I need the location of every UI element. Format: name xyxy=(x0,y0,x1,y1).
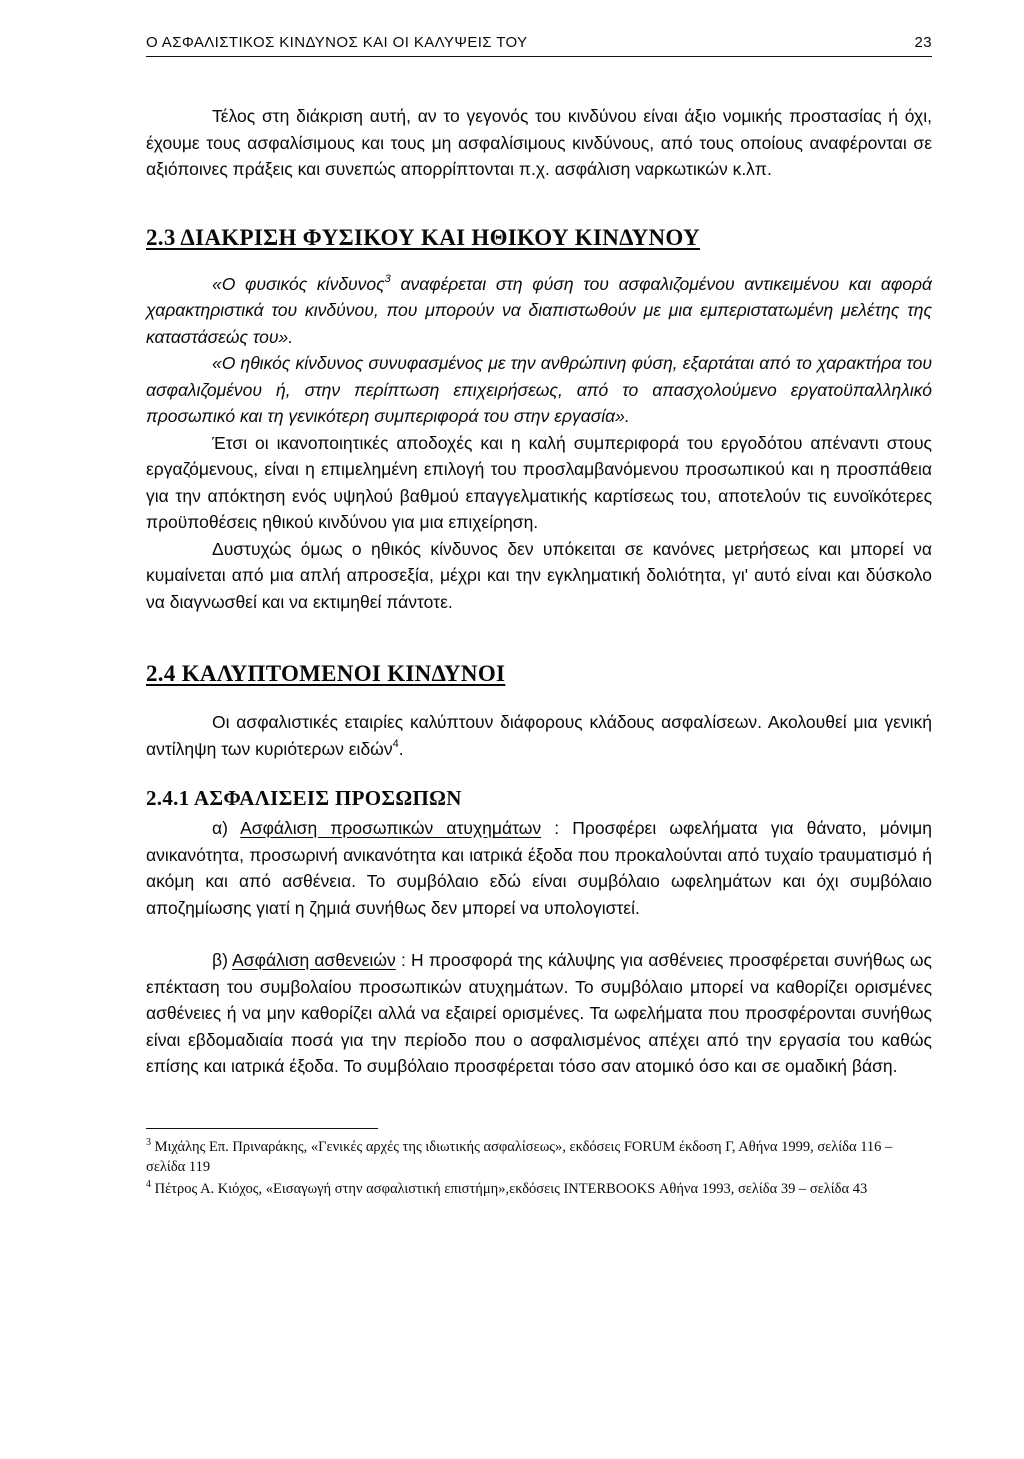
running-header xyxy=(146,34,932,57)
section-2-4-1-heading: 2.4.1 ΑΣΦΑΛΙΣΕΙΣ ΠΡΟΣΩΠΩΝ xyxy=(146,786,462,810)
footnote-3 xyxy=(146,1137,932,1177)
item-b-text: : Η προσφορά της κάλυψης για ασθένειες προσφέρεται συνήθως ως επέκταση του συμβολαίου προσωπικών ατυχημάτων. Το συμβόλαιο μπορεί να καθορίζει ορισμένες ασθένειες ή να μην καθορίζει αλλά να εξαιρεί ορισμένες. Τα ωφελήματα που προσφέρονται συνήθως είναι εβδομαδιαία ποσά για την περίοδο που ο ασφαλισμένος απέχει από την εργασία του καθώς επίσης και ιατρικά έξοδα. Το συμβόλαιο προσφέρεται τόσο σαν ατομικό όσο και σε ομαδική βάση. xyxy=(146,950,932,1076)
section-2-4-paragraph xyxy=(146,709,932,762)
quote-physical-start: «Ο φυσικός κίνδυνος xyxy=(212,273,385,294)
section-2-3-quote-physical xyxy=(146,271,932,351)
item-a-term: Ασφάλιση προσωπικών ατυχημάτων xyxy=(240,818,542,838)
footnote-separator xyxy=(146,1128,378,1129)
footnote-4-number: 4 xyxy=(146,1178,151,1190)
footnote-4 xyxy=(146,1179,932,1199)
footnote-4-text: Πέτρος Α. Κιόχος, «Εισαγωγή στην ασφαλιστική επιστήμη»,εκδόσεις INTERBOOKS Αθήνα 1993, σελίδα 39 – σελίδα 43 xyxy=(151,1180,868,1197)
quote-physical-rest: αναφέρεται στη φύση του ασφαλιζομένου αντικειμένου και αφορά χαρακτηριστικά του κινδύνου, που μπορούν να διαπιστωθούν με μια εμπεριστατωμένη μελέτης της καταστάσεώς του». xyxy=(146,273,932,347)
intro-paragraph: Τέλος στη διάκριση αυτή, αν το γεγονός του κινδύνου είναι άξιο νομικής προστασίας ή όχι, έχουμε τους ασφαλίσιμους και τους μη ασφαλίσιμους κινδύνους, από τους οποίους αναφέρονται σε αξιόποινες πράξεις και συνεπώς απορρίπτονται π.χ. ασφάλιση ναρκωτικών κ.λπ. xyxy=(146,106,932,179)
document-page xyxy=(146,34,932,1199)
running-header-title: Ο ΑΣΦΑΛΙΣΤΙΚΟΣ ΚΙΝΔΥΝΟΣ ΚΑΙ ΟΙ ΚΑΛΥΨΕΙΣ ΤΟΥ xyxy=(146,34,528,51)
footnote-3-text: Μιχάλης Επ. Πριναράκης, «Γενικές αρχές της ιδιωτικής ασφαλίσεως», εκδόσεις FORUM έκδοση Γ, Αθήνα 1999, σελίδα 116 – σελίδα 119 xyxy=(146,1138,893,1175)
footnote-ref-3: 3 xyxy=(384,272,391,285)
section-2-3-heading: 2.3 ΔΙΑΚΡΙΣΗ ΦΥΣΙΚΟΥ ΚΑΙ ΗΘΙΚΟΥ ΚΙΝΔΥΝΟΥ xyxy=(146,224,700,250)
section-2-3-quote-moral: «Ο ηθικός κίνδυνος συνυφασμένος με την ανθρώπινη φύση, εξαρτάται από το χαρακτήρα του ασφαλιζομένου ή, στην περίπτωση επιχειρήσεως, από το απασχολούμενο εργατοϋπαλληλικό προσωπικό και τη γενικότερη συμπεριφορά του στην εργασία». xyxy=(146,353,932,426)
item-a-label: α) xyxy=(212,818,241,838)
section-2-4-heading: 2.4 ΚΑΛΥΠΤΟΜΕΝΟΙ ΚΙΝΔΥΝΟΙ xyxy=(146,661,506,686)
footnotes xyxy=(146,1137,932,1199)
section-2-4-text-end: . xyxy=(398,738,404,759)
item-b-paragraph xyxy=(146,947,932,1080)
item-b-term: Ασφάλιση ασθενειών xyxy=(232,950,396,970)
item-b-label: β) xyxy=(212,950,233,970)
page-number: 23 xyxy=(914,34,932,51)
item-a-text: : Προσφέρει ωφελήματα για θάνατο, μόνιμη ανικανότητα, προσωρινή ανικανότητα και ιατρικά έξοδα που προκαλούνται από τυχαίο τραυματισμό ή ακόμη και από ασθένεια. Το συμβόλαιο εδώ είναι συμβόλαιο ωφελημάτων και όχι συμβόλαιο αποζημίωσης γιατί η ζημιά συνήθως δεν μπορεί να υπολογιστεί. xyxy=(146,818,932,918)
item-a-paragraph xyxy=(146,815,932,921)
section-2-3-paragraph-3: Έτσι οι ικανοποιητικές αποδοχές και η καλή συμπεριφορά του εργοδότου απέναντι στους εργαζόμενους, είναι η επιμελημένη επιλογή του προσλαμβανόμενου προσωπικού και η προσπάθεια για την απόκτηση ενός υψηλού βαθμού επαγγελματικής καρτίσεως του, αποτελούν τις ευνοϊκότερες προϋποθέσεις ηθικού κινδύνου για μια επιχείρηση. xyxy=(146,432,932,532)
section-2-4-text: Οι ασφαλιστικές εταιρίες καλύπτουν διάφορους κλάδους ασφαλίσεων. Ακολουθεί μια γενική αντίληψη των κυριότερων ειδών xyxy=(146,712,932,759)
footnote-ref-4: 4 xyxy=(392,737,399,750)
section-2-3-paragraph-4: Δυστυχώς όμως ο ηθικός κίνδυνος δεν υπόκειται σε κανόνες μετρήσεως και μπορεί να κυμαίνεται από μια απλή απροσεξία, μέχρι και την εγκληματική δολιότητα, γι' αυτό είναι και δύσκολο να διαγνωσθεί και να εκτιμηθεί πάντοτε. xyxy=(146,538,932,612)
footnote-3-number: 3 xyxy=(146,1136,151,1148)
